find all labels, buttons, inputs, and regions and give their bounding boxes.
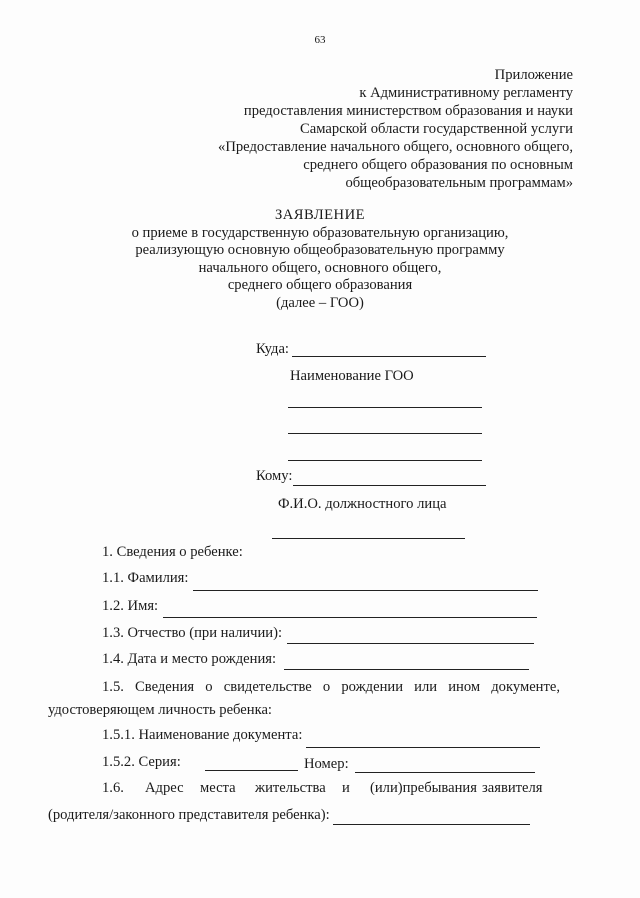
doc-name-field[interactable] [306,747,540,748]
appendix-line: к Административному регламенту [359,85,573,101]
whom-label: Кому: [256,468,293,484]
to-field[interactable] [292,356,486,357]
document-title [0,207,640,312]
whom-field-line[interactable] [272,538,465,539]
surname-field[interactable] [193,590,538,591]
appendix-line: Самарской области государственной услуги [300,121,573,137]
address-field[interactable] [333,824,530,825]
appendix-note [218,66,573,192]
appendix-line: Приложение [494,67,573,83]
address-num: 1.6. [102,780,124,796]
to-field-line[interactable] [288,433,482,434]
to-caption: Наименование ГОО [290,368,414,384]
appendix-line: «Предоставление начального общего, основного общего, [218,139,573,155]
address-word: и [342,780,350,796]
doc-info-label [102,679,560,696]
birth-label: 1.4. Дата и место рождения: [102,651,277,667]
title-line: среднего общего образования [227,277,413,293]
address-word: жительства [255,780,326,796]
doc-name-label: 1.5.1. Наименование документа: [102,727,303,743]
patronymic-label: 1.3. Отчество (при наличии): [102,625,283,641]
to-label: Куда: [256,341,289,357]
address-word: места [200,780,236,796]
title-line: реализующую основную общеобразовательную программу [135,242,505,258]
address-word: заявителя [482,780,543,796]
name-field[interactable] [163,617,537,618]
address-word: (или)пребывания [370,780,477,796]
appendix-line: общеобразовательным программам» [345,175,573,191]
whom-caption: Ф.И.О. должностного лица [278,496,447,512]
title-heading: ЗАЯВЛЕНИЕ [274,207,366,223]
appendix-line: среднего общего образования по основным [303,157,573,173]
title-line: о приеме в государственную образовательную организацию, [131,224,509,241]
name-label: 1.2. Имя: [102,598,159,614]
series-label: 1.5.2. Серия: [102,754,181,770]
section-child-info: 1. Сведения о ребенке: [102,544,243,560]
whom-field[interactable] [293,485,486,486]
doc-info-line-1: 1.5. Сведения о свидетельстве о рождении или ином документе, [102,679,560,695]
patronymic-field[interactable] [287,643,534,644]
doc-info-line-2: удостоверяющем личность ребенка: [48,702,272,718]
series-field[interactable] [205,770,298,771]
page-number: 63 [314,34,326,46]
to-field-line[interactable] [288,407,482,408]
appendix-line: предоставления министерством образования и науки [243,103,573,119]
number-label: Номер: [304,756,349,772]
to-field-line[interactable] [288,460,482,461]
address-word: Адрес [145,780,184,796]
number-field[interactable] [355,772,535,773]
birth-field[interactable] [284,669,529,670]
title-line: начального общего, основного общего, [198,259,442,276]
title-line: (далее – ГОО) [276,294,364,311]
surname-label: 1.1. Фамилия: [102,570,189,586]
address-line-2: (родителя/законного представителя ребенка): [48,807,330,823]
